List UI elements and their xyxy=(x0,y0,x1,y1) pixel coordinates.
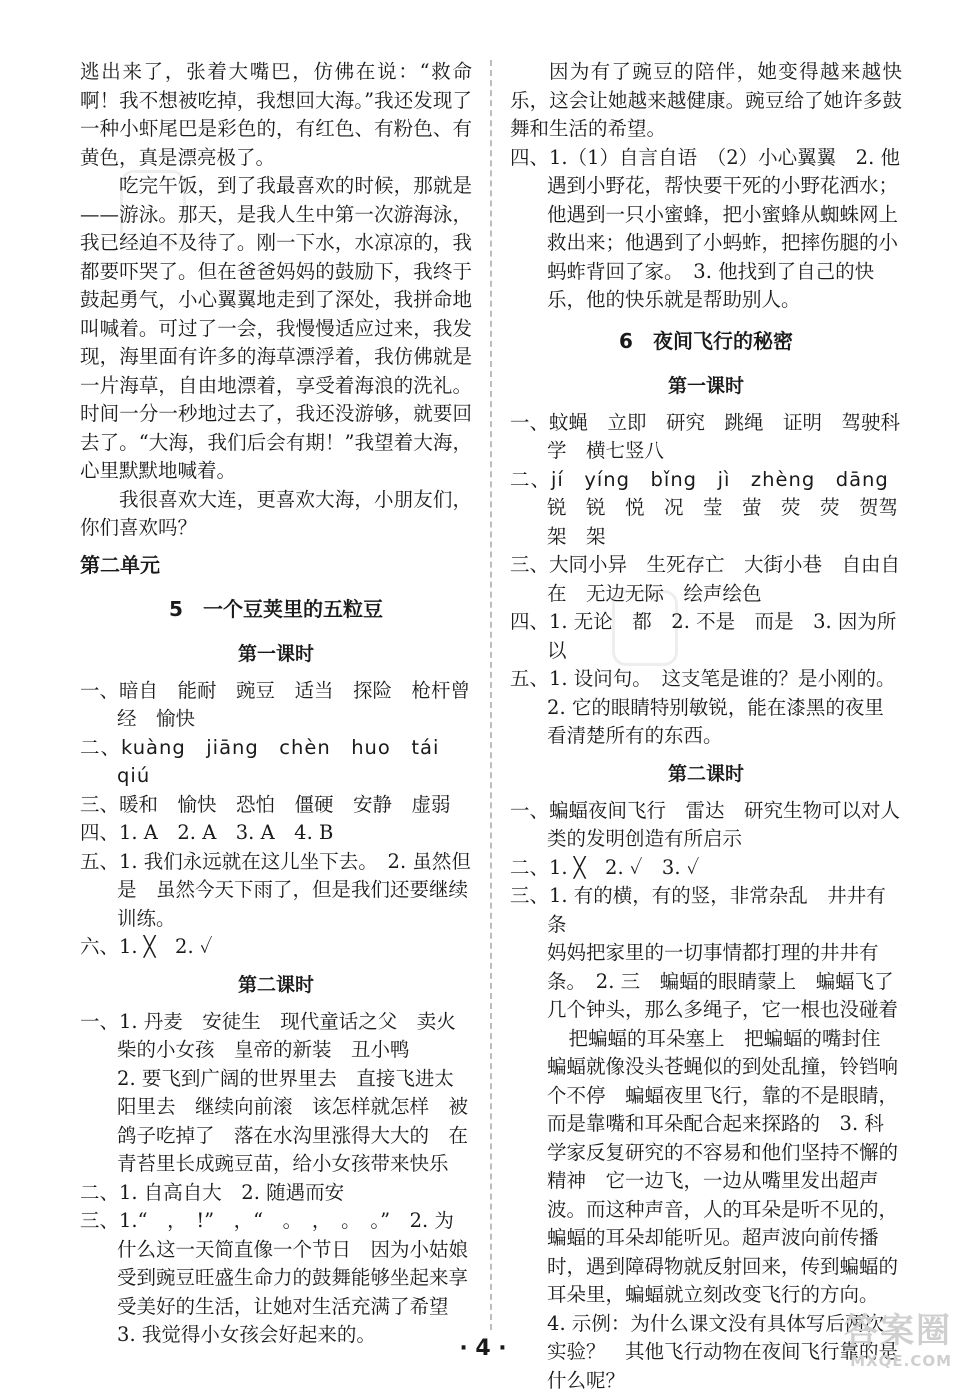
lesson-title: 6 夜间飞行的秘密 xyxy=(619,328,793,353)
answer-item: 五、1. 我们永远就在这儿坐下去。 2. 虽然但是 虽然今天下雨了，但是我们还要继续训练。 xyxy=(80,849,471,930)
period-heading: 第一课时 xyxy=(667,374,744,397)
answer-subitem: 锐 锐 悦 况 莹 萤 荧 荧 贺驾 架 架 xyxy=(547,496,918,548)
right-column xyxy=(510,58,918,1395)
period-heading: 第二课时 xyxy=(667,762,744,785)
answer-item: 一、蝙蝠夜间飞行 雷达 研究生物可以对人类的发明创造有所启示 xyxy=(510,798,901,850)
answer-item: 一、1. 丹麦 安徒生 现代童话之父 卖火柴的小女孩 皇帝的新装 丑小鸭 xyxy=(80,1009,456,1061)
answer-item: 四、1.（1）自言自语 （2）小心翼翼 2. 他遇到小野花，帮快要干死的小野花洒水；他遇到一只小蜜蜂，把小蜜蜂从蜘蛛网上救出来；他遇到了小蚂蚱，把摔伤腿的小蚂蚱背回了家。 3. 他找到了自己的快乐，他的快乐就是帮助别人。 xyxy=(510,145,900,311)
period-heading: 第二课时 xyxy=(237,973,314,996)
pinyin-answer: 二、jí yíng bǐng jì zhèng dāng xyxy=(510,467,889,491)
period-heading: 第一课时 xyxy=(237,642,314,665)
answer-paragraph: 因为有了豌豆的陪伴，她变得越来越快乐，这会让她越来越健康。豌豆给了她许多鼓舞和生活的希望。 xyxy=(510,60,902,140)
answer-item: 三、暖和 愉快 恐怕 僵硬 安静 虚弱 xyxy=(80,792,451,816)
watermark-logo xyxy=(844,1303,952,1370)
answer-item: 四、1. A 2. A 3. A 4. B xyxy=(80,821,334,844)
essay-paragraph-2: 吃完午饭，到了我最喜欢的时候，那就是——游泳。那天，是我人生中第一次游海泳，我已经迫不及待了。刚一下水，水凉凉的，我都要吓哭了。但在爸爸妈妈的鼓励下，我终于鼓起勇气，小心翼翼地走到了深处，我拼命地叫喊着。可过了一会，我慢慢适应过来，我发现，海里面有许多的海草漂浮着，我仿佛就是一片海草，自由地漂着，享受着海浪的洗礼。时间一分一秒地过去了，我还没游够，就要回去了。“大海，我们后会有期！”我望着大海，心里默默地喊着。 xyxy=(80,174,472,482)
answer-item: 六、1. ╳ 2. ✓ xyxy=(80,935,213,958)
answer-subitem: 妈妈把家里的一切事情都打理的井井有条。 2. 三 蝙蝠的眼睛蒙上 蝙蝠飞了几个钟头，那么多绳子，它一根也没碰着 xyxy=(547,941,899,1021)
answer-item: 一、暗自 能耐 豌豆 适当 探险 枪杆曾经 愉快 xyxy=(80,678,471,730)
answer-item: 三、大同小异 生死存亡 大街小巷 自由自在 无边无际 绘声绘色 xyxy=(510,553,901,605)
column-divider xyxy=(490,60,492,1330)
answer-subitem: 蝙蝠就像没头苍蝇似的到处乱撞，铃铛响个不停 蝙蝠夜里飞行，靠的不是眼睛，而是靠嘴和耳朵配合起来探路的 3. 科学家反复研究的不容易和他们坚持不懈的精神 它一边飞，一边从嘴里发出超声波。而这种声音，人的耳朵是听不见的，蝙蝠的耳朵却能听见。超声波向前传播时，遇到障碍物就反射回来，传到蝙蝠的耳朵里，蝙蝠就立刻改变飞行的方向。 4. 示例：为什么课文没有具体写后两次实验？ 其他飞行动物在夜间飞行靠的是什么呢？ xyxy=(547,1055,899,1392)
unit-title: 第二单元 xyxy=(80,552,160,577)
answer-item: 三、1.“ ， !” ，“ 。 ， 。 。” 2. 为什么这一天简直像一个节日 因为小姑娘受到豌豆旺盛生命力的鼓舞能够坐起来享受美好的生活，让她对生活充满了希望 3. 我觉得小女孩会好起来的。 xyxy=(80,1209,469,1346)
left-column xyxy=(80,58,472,1350)
page-number: · 4 · xyxy=(459,1336,507,1361)
answer-subitem: 把蝙蝠的耳朵塞上 把蝙蝠的嘴封住 xyxy=(568,1026,881,1050)
answer-item: 二、1. 自高自大 2. 随遇而安 xyxy=(80,1180,345,1204)
essay-paragraph-1: 逃出来了，张着大嘴巴，仿佛在说：“救命啊！我不想被吃掉，我想回大海。”我还发现了一种小虾尾巴是彩色的，有红色、有粉色、有黄色，真是漂亮极了。 xyxy=(80,60,472,169)
answer-item: 二、1. ╳ 2. ✓ 3. ✓ xyxy=(510,855,700,879)
answer-item: 一、蚊蝇 立即 研究 跳绳 证明 驾驶科学 横七竖八 xyxy=(510,410,901,462)
answer-item: 三、1. 有的横，有的竖，非常杂乱 井井有条 xyxy=(510,884,886,936)
pinyin-answer: 二、kuàng jiāng chèn huo tái qiú xyxy=(80,735,460,787)
answer-subitem: 2. 它的眼睛特别敏锐，能在漆黑的夜里看清楚所有的东西。 xyxy=(547,695,884,747)
answer-subitem: 2. 要飞到广阔的世界里去 直接飞进太阳里去 继续向前滚 该怎样就怎样 被鸽子吃掉了 落在水沟里涨得大大的 在青苔里长成豌豆苗，给小女孩带来快乐 xyxy=(117,1066,469,1175)
lesson-title: 5 一个豆荚里的五粒豆 xyxy=(169,596,383,621)
watermark-sub: MXQE.COM xyxy=(850,1352,952,1370)
answer-item: 五、1. 设问句。 这支笔是谁的？是小刚的。 xyxy=(510,667,896,690)
answer-item: 四、1. 无论 都 2. 不是 而是 3. 因为所以 xyxy=(510,610,897,662)
essay-paragraph-3: 我很喜欢大连，更喜欢大海，小朋友们，你们喜欢吗？ xyxy=(80,487,472,539)
watermark-main: 答案圈 xyxy=(844,1311,952,1351)
